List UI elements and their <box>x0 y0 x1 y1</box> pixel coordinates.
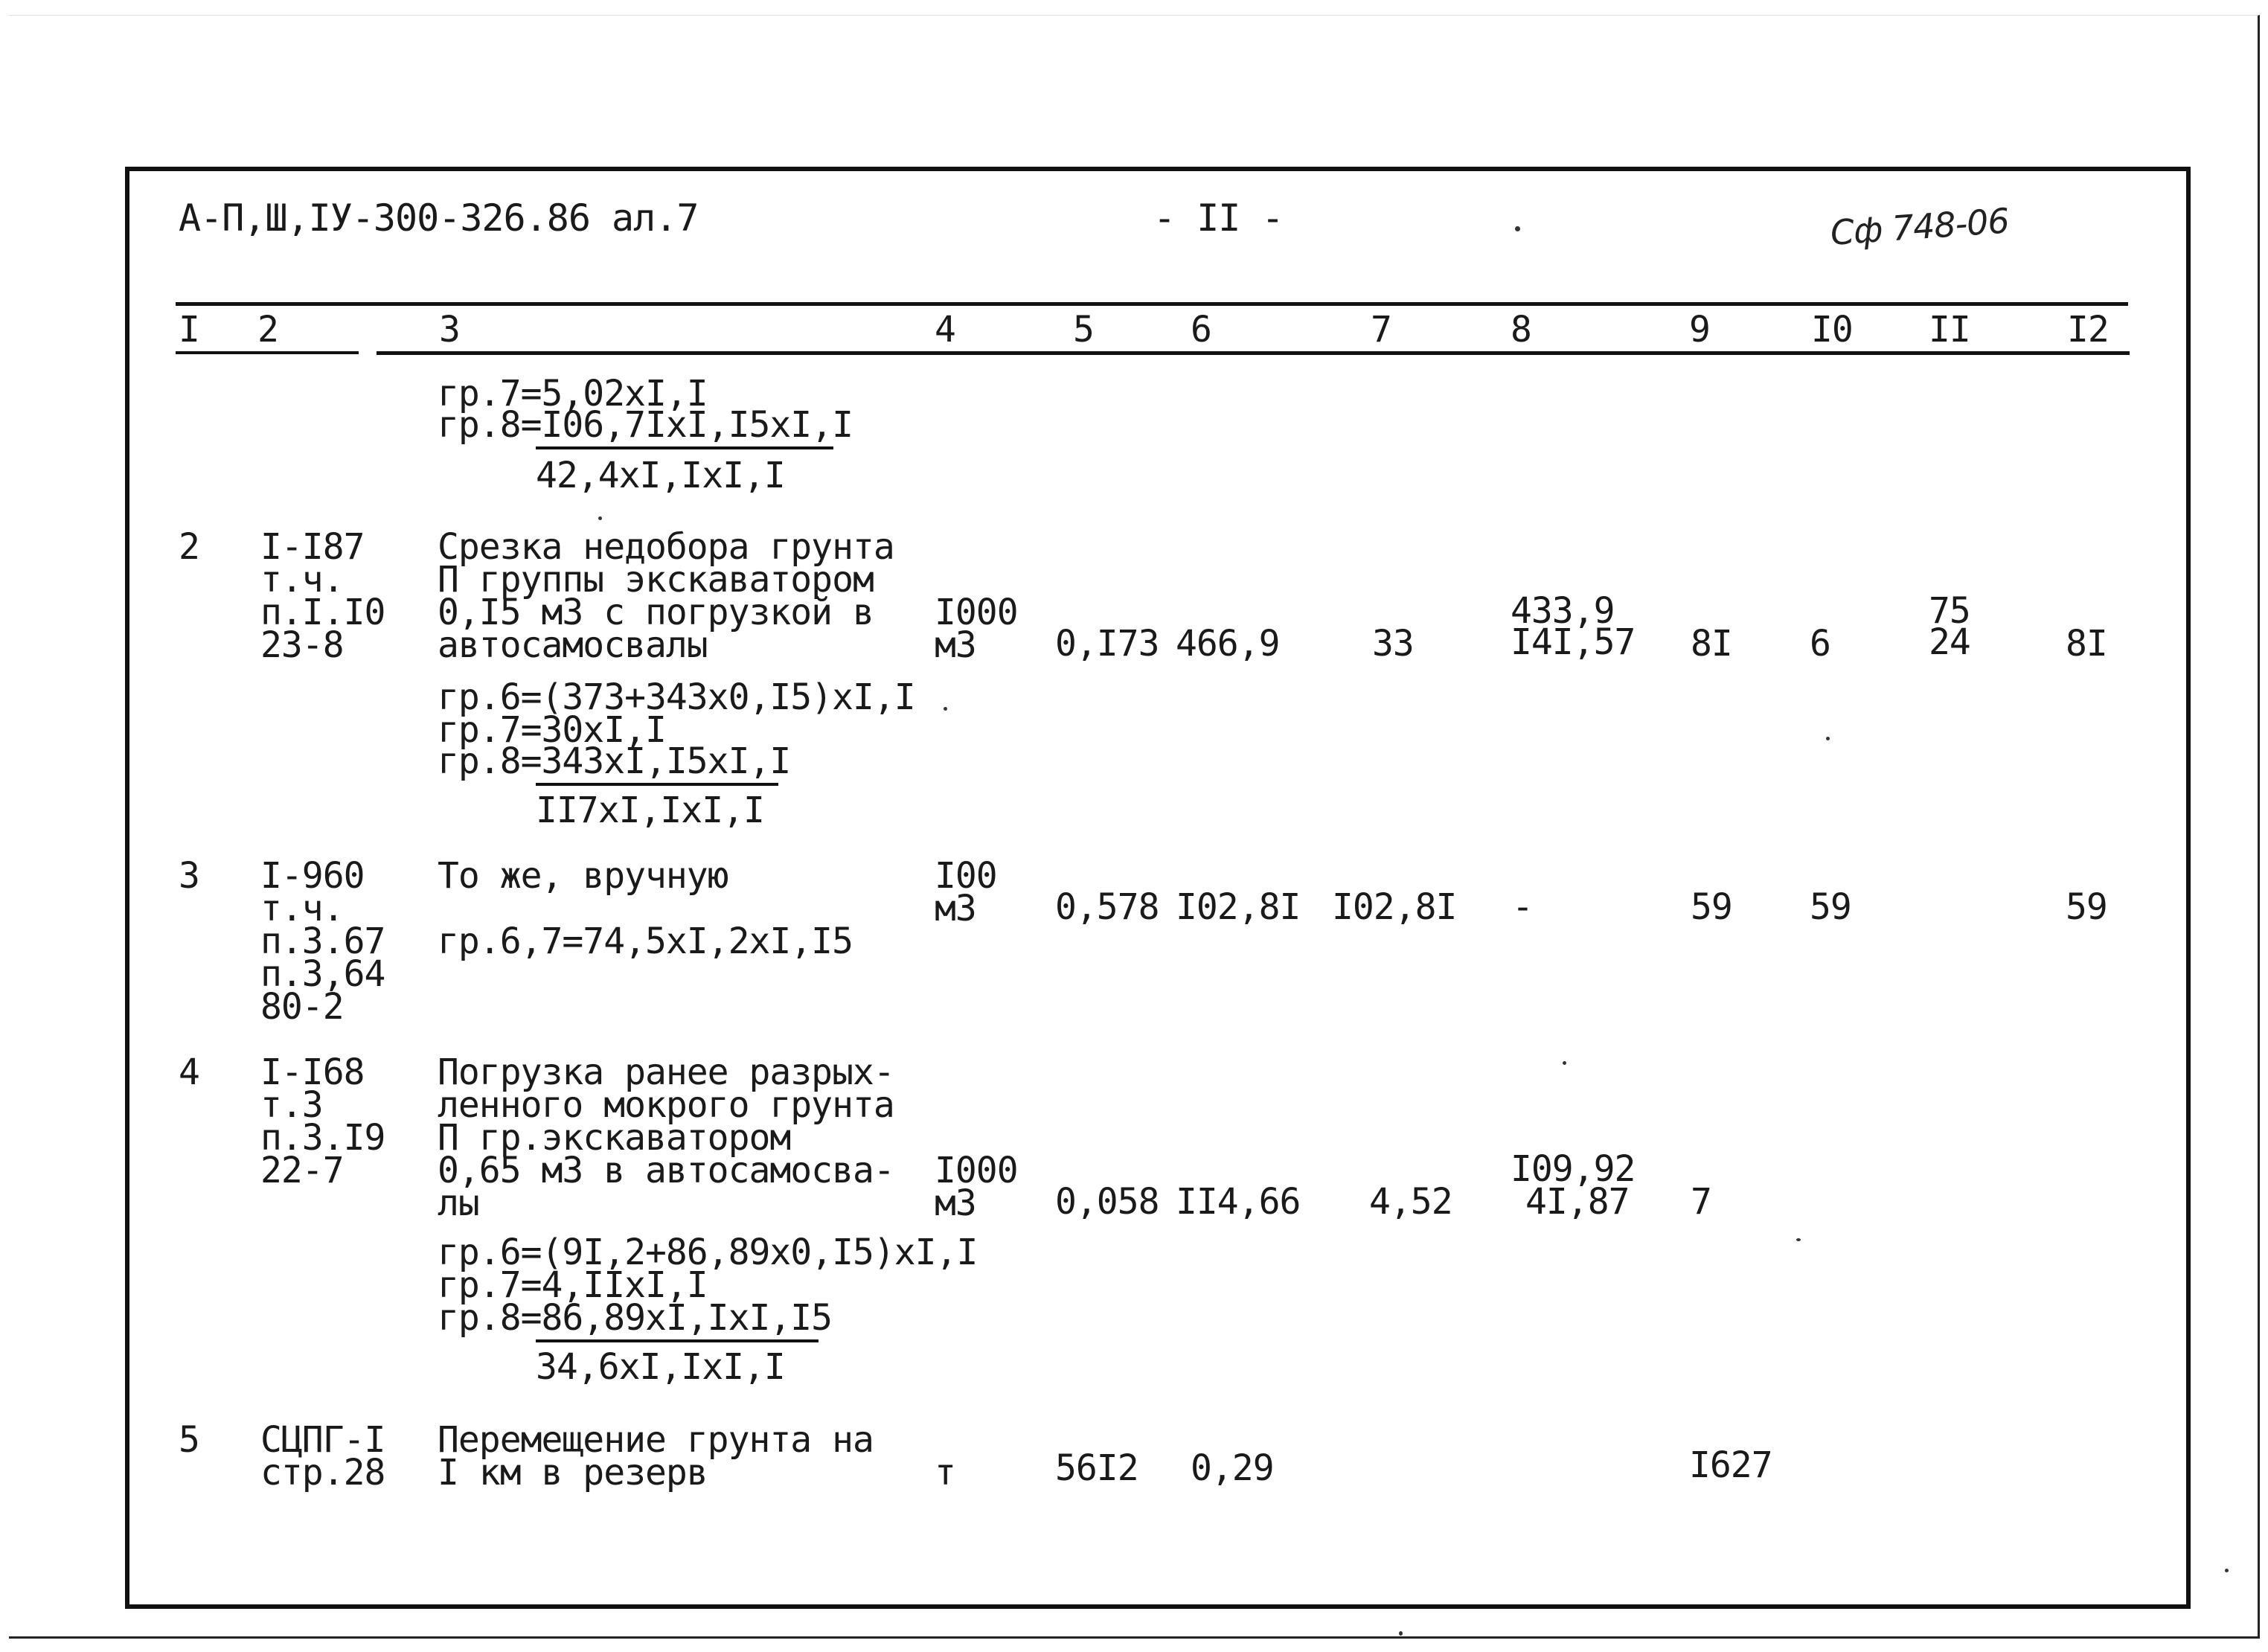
header-rule-top <box>176 302 2128 306</box>
row-desc-line: 0,I5 м3 с погрузкой в <box>438 592 874 633</box>
cell-col12: 8I <box>2066 623 2107 665</box>
cell-col6: 466,9 <box>1176 623 1280 665</box>
cell-col8-line: 4I,87 <box>1525 1181 1630 1223</box>
unit-line: м3 <box>935 624 976 666</box>
row-ref-line: I-960 <box>260 855 365 897</box>
row-ref-line: т.ч. <box>260 559 344 601</box>
scan-speck <box>2225 1569 2229 1572</box>
col-header-6: 6 <box>1191 309 1211 350</box>
fraction-line <box>536 1339 819 1342</box>
cell-col8-line: I09,92 <box>1511 1148 1636 1190</box>
row-number: 3 <box>179 855 199 897</box>
row-ref-line: п.3.67 <box>260 921 385 962</box>
col-header-10: I0 <box>1811 309 1853 350</box>
formula-line: гр.7=5,02хI,I <box>438 373 708 414</box>
scan-speck <box>1515 226 1520 231</box>
cell-col5: 0,058 <box>1055 1181 1159 1223</box>
scan-speck <box>1826 737 1830 740</box>
cell-col8: - <box>1512 886 1533 928</box>
cell-col10: 6 <box>1810 623 1830 665</box>
unit-line: I00 <box>935 855 997 897</box>
row-ref-line: СЦПГ-I <box>260 1419 385 1461</box>
header-rule-bottom-left <box>176 351 359 354</box>
row-desc-line: П гр.экскаватором <box>438 1117 791 1159</box>
cell-col5: 56I2 <box>1055 1447 1138 1489</box>
cell-col9: 8I <box>1691 623 1732 665</box>
row-desc-line: I км в резерв <box>438 1452 708 1493</box>
document-code: А-П,Ш,IУ-300-326.86 ал.7 <box>179 196 699 240</box>
scan-speck <box>1399 1631 1403 1636</box>
col-header-9: 9 <box>1689 309 1710 350</box>
cell-col9: 7 <box>1691 1181 1711 1223</box>
row-ref-line: 22-7 <box>260 1150 344 1191</box>
row-desc-line: Перемещение грунта на <box>438 1419 874 1461</box>
row-desc-line: Погрузка ранее разрых- <box>438 1051 894 1093</box>
row-desc-line: Срезка недобора грунта <box>438 526 894 568</box>
cell-col6: I02,8I <box>1176 886 1301 928</box>
row-desc-line: П группы экскаватором <box>438 559 874 601</box>
col-header-5: 5 <box>1073 309 1094 350</box>
scan-speck <box>1563 1061 1566 1065</box>
formula-line: гр.6=(9I,2+86,89х0,I5)хI,I <box>438 1232 978 1273</box>
cell-col6: 0,29 <box>1191 1447 1274 1489</box>
row-number: 4 <box>179 1051 199 1093</box>
row-ref-line: т.ч. <box>260 888 344 929</box>
cell-col7: 33 <box>1372 623 1414 665</box>
unit-line: т <box>935 1452 955 1493</box>
cell-col9: I627 <box>1689 1444 1772 1486</box>
row-ref-line: п.I.I0 <box>260 592 385 633</box>
fraction-line <box>536 783 778 786</box>
row-ref-line: I-I68 <box>260 1051 365 1093</box>
header-rule-bottom <box>377 351 2130 355</box>
formula-result: 42,4хI,IхI,I <box>536 455 785 496</box>
col-header-4: 4 <box>935 309 955 350</box>
cell-col8-line: 433,9 <box>1511 590 1615 632</box>
row-desc-line: лы <box>438 1182 479 1224</box>
row-ref-line: стр.28 <box>260 1452 385 1493</box>
row-ref-line: 23-8 <box>260 624 344 666</box>
formula-line: гр.8=I06,7IхI,I5хI,I <box>438 404 853 446</box>
page-number: - II - <box>1153 196 1284 240</box>
col-header-11: II <box>1929 309 1970 350</box>
formula-line: гр.7=30хI,I <box>438 709 666 751</box>
row-number: 5 <box>179 1419 199 1461</box>
col-header-12: I2 <box>2067 309 2109 350</box>
row-ref-line: 80-2 <box>260 986 344 1028</box>
col-header-3: 3 <box>439 309 460 350</box>
cell-col11-line: 24 <box>1929 621 1970 663</box>
formula-line: гр.6=(373+343х0,I5)хI,I <box>438 676 915 718</box>
cell-col6: II4,66 <box>1176 1181 1301 1223</box>
row-ref-line: п.3,64 <box>260 953 385 995</box>
col-header-8: 8 <box>1511 309 1531 350</box>
col-header-1: I <box>179 309 199 350</box>
cell-col5: 0,578 <box>1055 886 1159 928</box>
formula-line: гр.8=343хI,I5хI,I <box>438 740 791 782</box>
row-desc-line: автосамосвалы <box>438 624 708 666</box>
col-header-2: 2 <box>257 309 278 350</box>
formula-result: II7хI,IхI,I <box>536 790 764 831</box>
cell-col11-line: 75 <box>1929 590 1970 632</box>
handwritten-stamp: Сф 748-06 <box>1829 200 2011 253</box>
row-ref-line: I-I87 <box>260 526 365 568</box>
row-number: 2 <box>179 526 199 568</box>
cell-col12: 59 <box>2066 886 2107 928</box>
unit-line: I000 <box>935 592 1018 633</box>
row-ref-line: т.3 <box>260 1084 323 1126</box>
row-desc-line: ленного мокрого грунта <box>438 1084 894 1126</box>
unit-line: I000 <box>935 1150 1018 1191</box>
scan-speck <box>1796 1238 1801 1241</box>
unit-line: м3 <box>935 1182 976 1224</box>
formula-line: гр.6,7=74,5хI,2хI,I5 <box>438 921 853 962</box>
scan-speck <box>944 707 947 711</box>
cell-col7: 4,52 <box>1369 1181 1452 1223</box>
fraction-line <box>536 446 833 449</box>
row-ref-line: п.3.I9 <box>260 1117 385 1159</box>
formula-result: 34,6хI,IхI,I <box>536 1346 785 1388</box>
cell-col8-line: I4I,57 <box>1511 621 1636 663</box>
cell-col10: 59 <box>1810 886 1851 928</box>
row-desc-line: 0,65 м3 в автосамосва- <box>438 1150 894 1191</box>
row-desc-line: То же, вручную <box>438 855 728 897</box>
unit-line: м3 <box>935 888 976 929</box>
cell-col7: I02,8I <box>1332 886 1457 928</box>
cell-col5: 0,I73 <box>1055 623 1159 665</box>
cell-col9: 59 <box>1691 886 1732 928</box>
formula-line: гр.7=4,IIхI,I <box>438 1264 708 1306</box>
col-header-7: 7 <box>1371 309 1391 350</box>
formula-line: гр.8=86,89хI,IхI,I5 <box>438 1297 833 1339</box>
scan-speck <box>598 516 602 520</box>
